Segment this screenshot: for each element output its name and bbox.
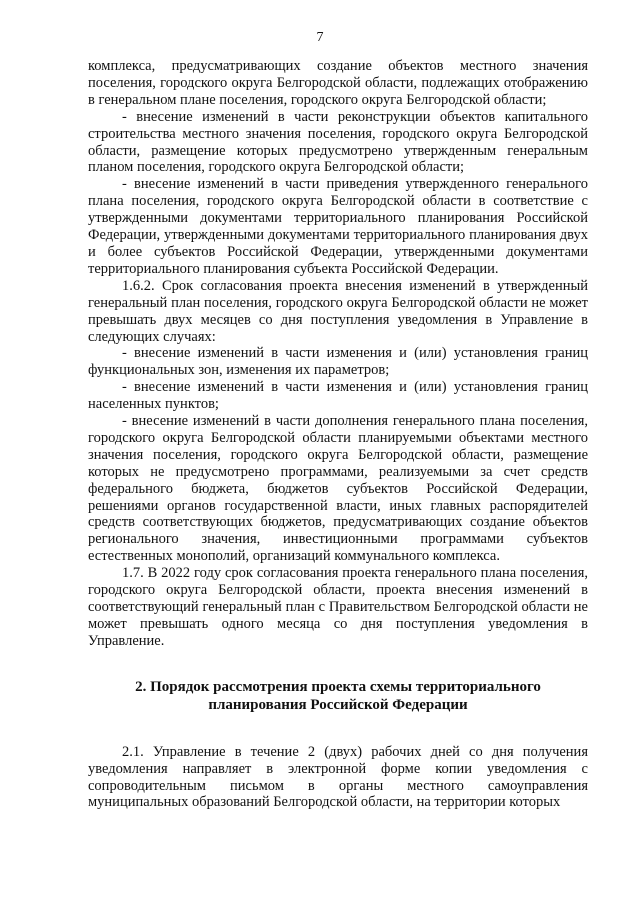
clause-1-7: 1.7. В 2022 году срок согласования проекта генерального плана поселения, городского округа Белгородской области, проекта внесения изменений в соответствующий генеральный план с Правительством Белгородской области не может превышать одного месяца со дня поступления уведомления в Управление.: [88, 565, 588, 649]
section-heading: 2. Порядок рассмотрения проекта схемы территориального планирования Российской Федерации: [135, 678, 541, 713]
list-item-settlement-borders: - внесение изменений в части изменения и (или) установления границ населенных пунктов;: [88, 379, 588, 413]
list-item-alignment: - внесение изменений в части приведения утвержденного генерального плана поселения, городского округа Белгородской области в соответствие с утвержденными документами территориального планирования Российской Федерации, утвержденными документами территориального планирования двух и более субъектов Российской Федерации, утвержденными документами территориального планирования субъекта Российской Федерации.: [88, 176, 588, 277]
clause-2-1: 2.1. Управление в течение 2 (двух) рабочих дней со дня получения уведомления направляет в электронной форме копии уведомления с сопроводительным письмом в органы местного самоуправления муниципальных образований Белгородской области, на территории которых: [88, 743, 588, 811]
list-item-functional-zones: - внесение изменений в части изменения и (или) установления границ функциональных зон, изменения их параметров;: [88, 345, 588, 379]
clause-1-6-2: 1.6.2. Срок согласования проекта внесения изменений в утвержденный генеральный план поселения, городского округа Белгородской области не может превышать двух месяцев со дня поступления уведомления в Управление в следующих случаях:: [88, 277, 588, 345]
list-item-reconstruction: - внесение изменений в части реконструкции объектов капитального строительства местного значения поселения, городского округа Белгородской области, размещение которых предусмотрено утвержденным генеральным планом поселения, городского округа Белгородской области;: [88, 108, 588, 176]
list-item-local-objects: - внесение изменений в части дополнения генерального плана поселения, городского округа Белгородской области планируемыми объектами местного значения поселения, городского округа Белгородской области, размещение которых не предусмотрено программами, реализуемыми за счет средств федерального бюджета, бюджетов субъектов Российской Федерации, решениями органов государственной власти, иных главных распорядителей средств соответствующих бюджетов, предусматривающих создание объектов регионального значения, инвестиционными программами субъектов естественных монополий, организаций коммунального комплекса.: [88, 413, 588, 565]
document-body: [88, 58, 588, 811]
page-number: 7: [316, 30, 324, 45]
paragraph-continuation: комплекса, предусматривающих создание объектов местного значения поселения, городского округа Белгородской области, подлежащих отображению в генеральном плане поселения, городского округа Белгородской области;: [88, 58, 588, 108]
